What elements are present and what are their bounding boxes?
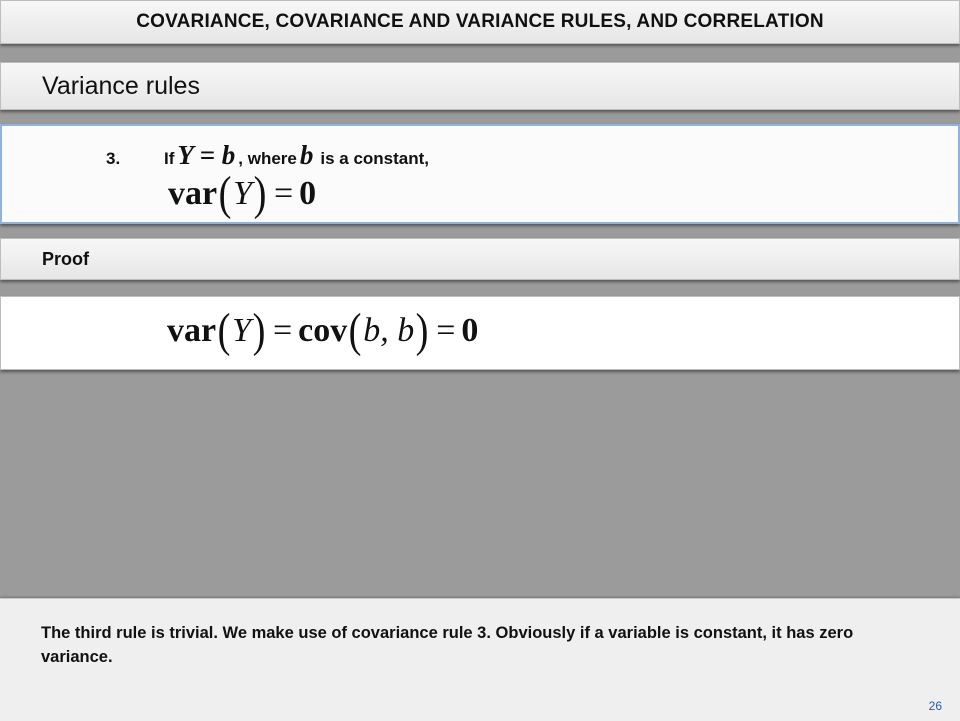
rule-where-text: , where xyxy=(238,149,297,168)
rule-if-text: If xyxy=(164,149,175,168)
rule-formula xyxy=(168,167,317,220)
proof-bar xyxy=(0,238,960,280)
rule-var-b: b xyxy=(299,140,314,170)
page-number: 26 xyxy=(928,699,942,713)
open-paren: ( xyxy=(348,304,362,357)
rule-box xyxy=(0,124,960,224)
equals-sign: = xyxy=(272,312,293,349)
proof-formula-rhs: 0 xyxy=(461,312,479,349)
open-paren: ( xyxy=(217,304,231,357)
proof-label: Proof xyxy=(42,248,89,269)
rule-formula-arg: Y xyxy=(233,175,252,212)
close-paren: ) xyxy=(252,304,266,357)
proof-formula-mid-args: b, b xyxy=(363,312,415,349)
close-paren: ) xyxy=(415,304,429,357)
open-paren: ( xyxy=(218,167,232,220)
notes-panel xyxy=(0,598,960,721)
note-text: The third rule is trivial. We make use of covariance rule 3. Obviously if a variable is constant, it has zero variance. xyxy=(41,624,854,666)
slide-title: COVARIANCE, COVARIANCE AND VARIANCE RULES, AND CORRELATION xyxy=(136,11,824,32)
title-bar xyxy=(0,0,960,44)
section-title: Variance rules xyxy=(42,71,200,100)
close-paren: ) xyxy=(253,167,267,220)
rule-formula-rhs: 0 xyxy=(299,175,317,212)
rule-statement xyxy=(106,140,429,171)
proof-formula-func: var xyxy=(167,312,217,349)
equals-sign: = xyxy=(273,175,294,212)
rule-formula-func: var xyxy=(168,175,218,212)
rule-condition: Y = b xyxy=(177,140,236,170)
proof-formula xyxy=(167,304,479,357)
proof-formula-mid-func: cov xyxy=(298,312,348,349)
proof-formula-arg: Y xyxy=(232,312,251,349)
rule-number: 3. xyxy=(106,149,121,168)
section-bar xyxy=(0,62,960,110)
equals-sign: = xyxy=(436,312,456,349)
rule-constant-text: is a constant, xyxy=(320,149,430,168)
proof-box xyxy=(0,296,960,370)
